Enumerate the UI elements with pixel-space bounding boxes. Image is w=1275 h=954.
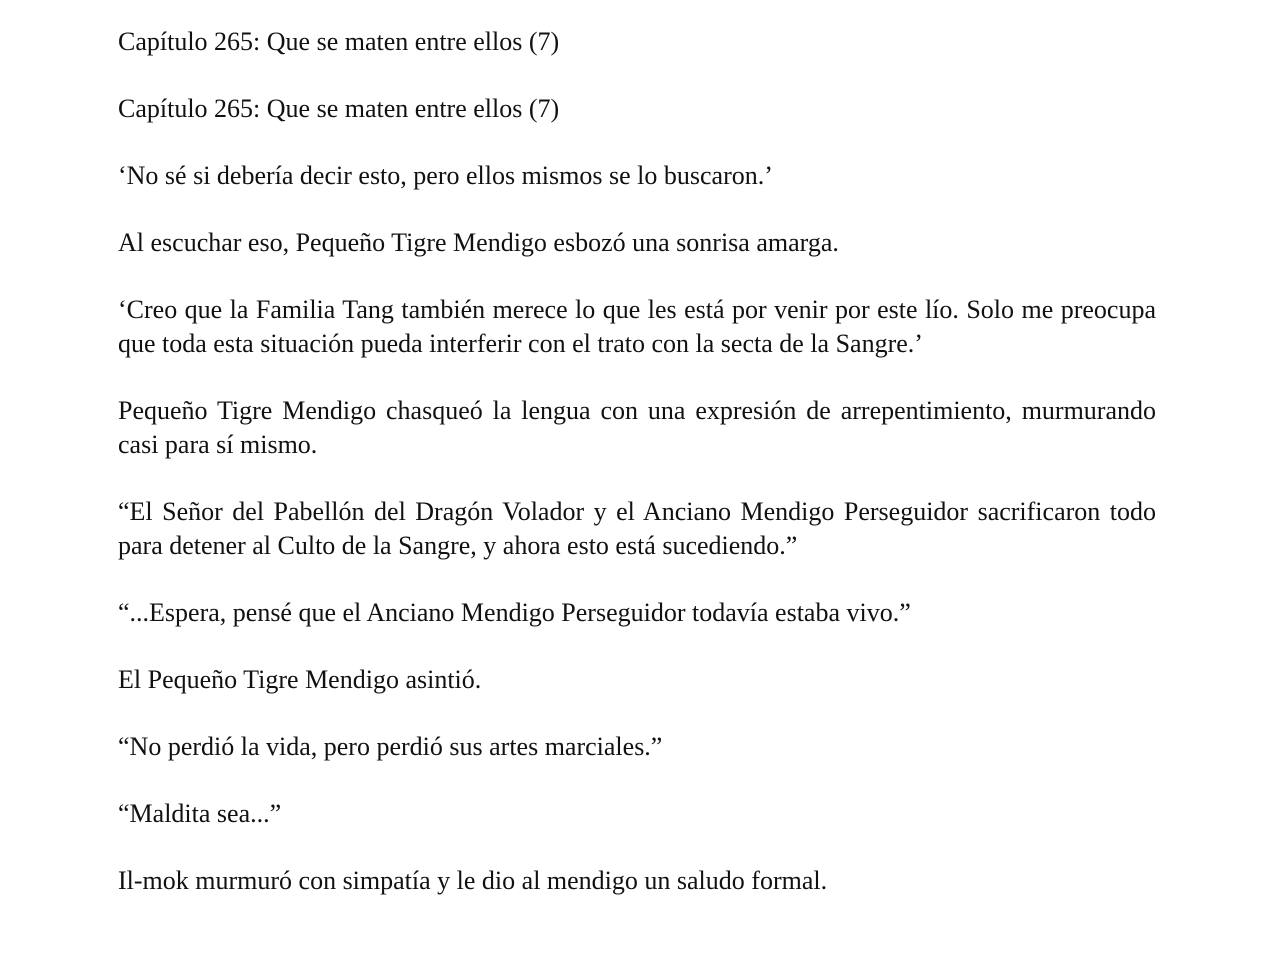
document-page	[118, 25, 1156, 931]
paragraph-2: Al escuchar eso, Pequeño Tigre Mendigo esbozó una sonrisa amarga.	[118, 228, 839, 257]
paragraph-8: “No perdió la vida, pero perdió sus artes marciales.”	[118, 732, 663, 761]
chapter-title: Capítulo 265: Que se maten entre ellos (7)	[118, 27, 560, 56]
paragraph-7: El Pequeño Tigre Mendigo asintió.	[118, 665, 482, 694]
paragraph-1: ‘No sé si debería decir esto, pero ellos mismos se lo buscaron.’	[118, 161, 773, 190]
paragraph-3: ‘Creo que la Familia Tang también merece lo que les está por venir por este lío. Solo me preocupa que toda esta situación pueda interferir con el trato con la secta de la Sangre.’	[118, 295, 1156, 358]
paragraph-4: Pequeño Tigre Mendigo chasqueó la lengua con una expresión de arrepentimiento, murmurando casi para sí mismo.	[118, 396, 1156, 459]
chapter-title-repeat: Capítulo 265: Que se maten entre ellos (7)	[118, 94, 560, 123]
paragraph-5: “El Señor del Pabellón del Dragón Volador y el Anciano Mendigo Perseguidor sacrificaron todo para detener al Culto de la Sangre, y ahora esto está sucediendo.”	[118, 497, 1156, 560]
paragraph-9: “Maldita sea...”	[118, 799, 282, 828]
paragraph-6: “...Espera, pensé que el Anciano Mendigo Perseguidor todavía estaba vivo.”	[118, 598, 911, 627]
paragraph-10: Il-mok murmuró con simpatía y le dio al mendigo un saludo formal.	[118, 866, 828, 895]
